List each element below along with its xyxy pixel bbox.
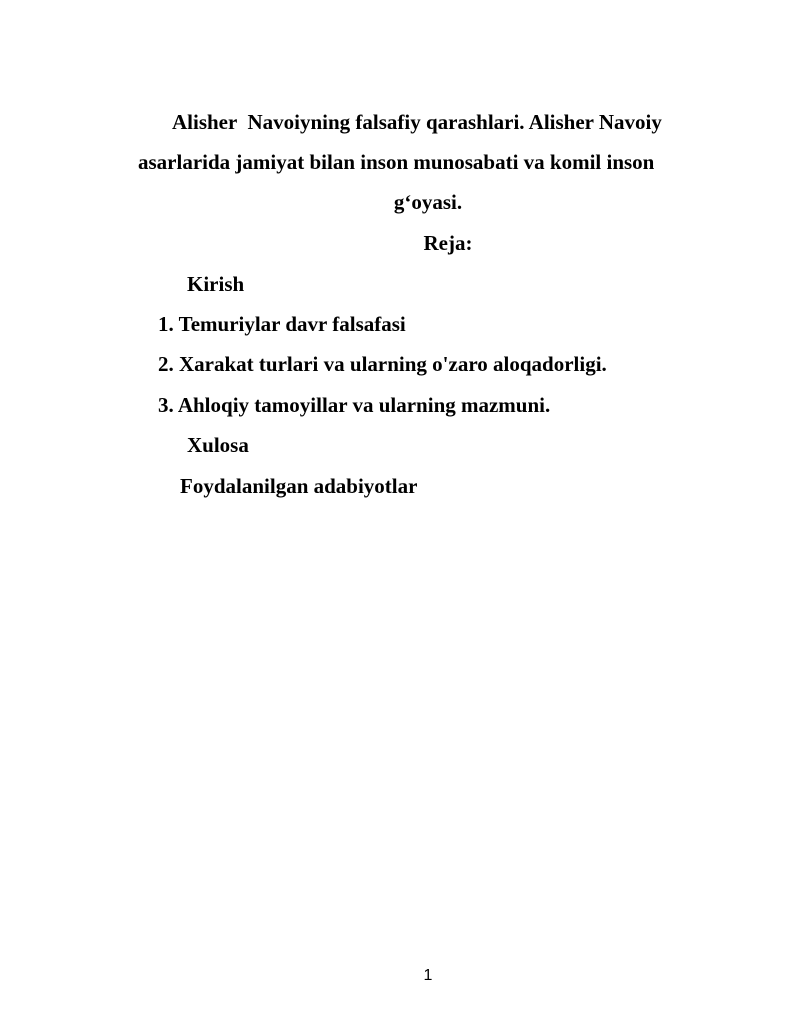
title-line-1: Alisher Navoiyning falsafiy qarashlari. Alisher Navoiy [172,110,662,134]
plan-item-conclusion: Xulosa [187,433,249,457]
page-number: 1 [423,967,433,984]
plan-heading: Reja: [423,231,473,255]
plan-item-references: Foydalanilgan adabiyotlar [180,474,418,498]
plan-item-2: 2. Xarakat turlari va ularning o'zaro aloqadorligi. [158,352,607,376]
plan-item-1: 1. Temuriylar davr falsafasi [158,312,406,336]
title-line-2: asarlarida jamiyat bilan inson munosabati va komil inson [138,150,655,174]
plan-item-introduction: Kirish [187,272,245,296]
title-line-3: g‘oyasi. [393,190,463,214]
plan-item-3: 3. Ahloqiy tamoyillar va ularning mazmuni. [158,393,551,417]
